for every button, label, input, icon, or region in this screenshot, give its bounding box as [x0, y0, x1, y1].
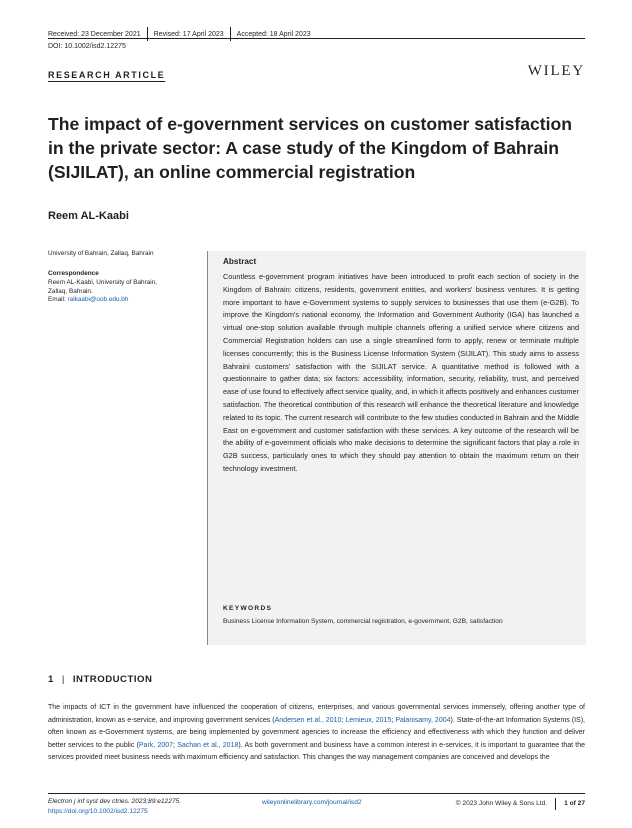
- section-separator: |: [61, 674, 65, 685]
- footer-citation: [48, 797, 181, 816]
- copyright: © 2023 John Wiley & Sons Ltd.: [455, 800, 548, 808]
- section-title: INTRODUCTION: [72, 674, 153, 685]
- revised-date: Revised: 17 April 2023: [153, 30, 224, 38]
- paragraph-text: ;: [391, 716, 396, 724]
- paragraph-text: The impacts of ICT in the government have influenced the cooperation of citizens, enterprises, and various governmental services immensely, offering another type of administration, known as e-service, and improving government services (: [48, 704, 585, 724]
- email-line: [48, 296, 188, 305]
- doi-link[interactable]: https://doi.org/10.1002/isd2.12275: [48, 807, 148, 815]
- abstract-text: Countless e-government program initiatives have been introduced to profit each section of society in the Kingdom of Bahrain: citizens, residents, government entities, and workers' business ventures. It is getting more important to have e-Government systems to supply services to businesses that use them (e-G2B). To improve the Kingdom's national economy, the Information and Government Authority (IGA) has launched a virtual one-stop solution available through multiple channels offering a unified service where citizens and Commercial Registration holders can use a single streamlined form to apply, renew or terminate multiple licenses concurrently; this is the Business License Information System (SIJILAT). This study aims to assess Bahraini customers' satisfaction with the SIJILAT service. A quantitative method is followed with a questionnaire to gather data; six factors: accessibility, information, security, reliability, trust, and perceived ease of use found to effectively affect service quality, and, in which it affects positively and enhances customer satisfaction. The theoretical contribution of this research will enhance the theoretical literature and knowledge related to its topic. The current research will contribute to the few studies conducted in Bahrain and the Middle East on e-government and customer satisfaction with these services. A key outcome of the research will be the ability of e-government officials who make decisions to determine the significant factors that play a role in G2B success, particularly ones to which they should pay attention to obtain the maximum return on their technology investment.: [223, 272, 579, 473]
- journal-url-link[interactable]: wileyonlinelibrary.com/journal/isd2: [262, 799, 362, 806]
- section-number: 1: [48, 674, 54, 685]
- footer-right: [456, 798, 585, 810]
- header-rule: [48, 38, 585, 39]
- paragraph-text: ). As both government and business have a common interest in e-services, it is important to guarantee that the services provided meet business needs with maximum efficiency and satisfaction. This changes the way management companies are conceived and develops the: [48, 741, 586, 761]
- paragraph-text: ). State-of-the-art Information Systems (IS), often known as e-Government systems, are being implemented by government agencies to increase the efficiency and effectiveness with which they function and deliver better services to the public (: [48, 716, 586, 749]
- keywords-list: Business License Information System, commercial registration, e-government, G2B, satisfaction: [223, 618, 503, 625]
- correspondence-block: [48, 270, 188, 305]
- abstract-heading: Abstract: [223, 257, 257, 266]
- section-label: RESEARCH ARTICLE: [48, 70, 166, 80]
- footer-rule: [48, 793, 585, 794]
- email-label: Email:: [48, 296, 66, 304]
- journal-citation: Electron j inf syst dev ctries. 2023;89:e12275.: [48, 798, 182, 805]
- citation-link[interactable]: Palanisamy, 2004: [395, 716, 451, 724]
- keywords-heading: KEYWORDS: [223, 605, 273, 612]
- citation-link[interactable]: Sachan et al., 2018: [177, 741, 239, 749]
- paragraph-text: ;: [173, 741, 178, 749]
- publisher-logo: WILEY: [527, 63, 585, 79]
- article-doi: DOI: 10.1002/isd2.12275: [48, 43, 126, 50]
- page-number: 1 of 27: [564, 800, 585, 808]
- accepted-date: Accepted: 18 April 2023: [236, 30, 311, 38]
- footer-divider: [555, 798, 556, 810]
- correspondence-label: Correspondence: [48, 270, 99, 277]
- author-name[interactable]: Reem AL-Kaabi: [48, 210, 129, 222]
- citation-link[interactable]: Park, 2007: [138, 741, 174, 749]
- received-date: Received: 23 December 2021: [48, 30, 141, 38]
- correspondence-line: Reem AL-Kaabi, University of Bahrain,: [48, 278, 158, 286]
- paragraph-text: ;: [341, 716, 346, 724]
- article-title: The impact of e-government services on customer satisfaction in the private sector: A case study of the Kingdom of Bahrain (SIJILAT), an online commercial registration: [48, 114, 573, 182]
- citation-link[interactable]: Andersen et al., 2010: [274, 716, 342, 724]
- email-link[interactable]: ralkaabi@uob.edu.bh: [67, 296, 129, 304]
- introduction-paragraph: [48, 702, 585, 765]
- affiliation: University of Bahrain, Zallaq, Bahrain: [48, 250, 154, 257]
- section-heading-introduction: [48, 674, 152, 685]
- citation-link[interactable]: Lemieux, 2015: [345, 716, 392, 724]
- correspondence-line: Zallaq, Bahrain.: [48, 287, 93, 295]
